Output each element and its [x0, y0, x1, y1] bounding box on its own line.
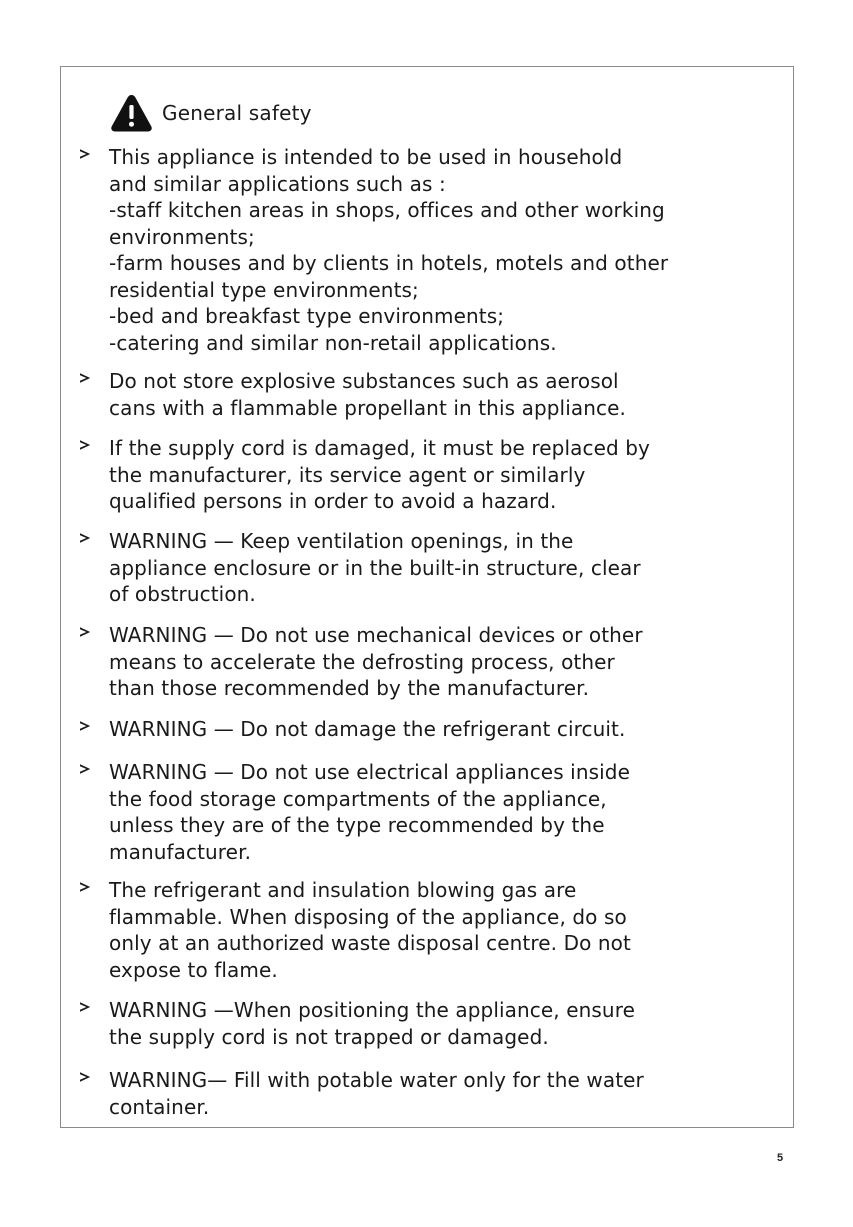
item-text-line: qualified persons in order to avoid a hazard. — [109, 489, 557, 513]
item-text-line: If the supply cord is damaged, it must be replaced by — [109, 436, 650, 460]
item-text-line: appliance enclosure or in the built-in structure, clear — [109, 555, 641, 580]
item-text-line: flammable. When disposing of the appliance, do so — [109, 904, 627, 929]
item-text-line: only at an authorized waste disposal centre. Do not — [109, 931, 631, 955]
item-text-line: -staff kitchen areas in shops, offices and other working — [109, 198, 665, 222]
item-text-line: This appliance is intended to be used in household — [109, 145, 623, 169]
item-text-line: the manufacturer, its service agent or similarly — [109, 462, 586, 487]
item-text-line: and similar applications such as : — [109, 171, 446, 196]
arrowhead-bullet-icon — [78, 371, 92, 385]
arrowhead-bullet-icon — [78, 719, 92, 733]
arrowhead-bullet-icon — [78, 1000, 92, 1014]
item-text-line: than those recommended by the manufacturer. — [109, 676, 590, 700]
item-text-line: the food storage compartments of the appliance, — [109, 786, 607, 811]
item-text-line: WARNING — Do not damage the refrigerant circuit. — [109, 717, 626, 741]
arrowhead-bullet-icon — [78, 531, 92, 545]
arrowhead-bullet-icon — [78, 880, 92, 894]
item-text-line: cans with a flammable propellant in this appliance. — [109, 395, 626, 420]
arrowhead-bullet-icon — [78, 1070, 92, 1084]
item-text-line: WARNING —When positioning the appliance, ensure — [109, 998, 635, 1022]
item-text-line: means to accelerate the defrosting process, other — [109, 649, 615, 674]
item-text-line: -farm houses and by clients in hotels, motels and other — [109, 251, 669, 275]
item-text-line: environments; — [109, 224, 255, 249]
arrowhead-bullet-icon — [78, 625, 92, 639]
arrowhead-bullet-icon — [78, 762, 92, 776]
arrowhead-bullet-icon — [78, 438, 92, 452]
item-text-line: WARNING — Keep ventilation openings, in the — [109, 529, 574, 553]
item-text-line: the supply cord is not trapped or damaged. — [109, 1024, 549, 1049]
item-text-line: WARNING — Do not use mechanical devices or other — [109, 623, 643, 647]
item-text-line: The refrigerant and insulation blowing gas are — [109, 878, 577, 902]
item-text-line: unless they are of the type recommended by the — [109, 813, 605, 837]
section-title: General safety — [162, 101, 312, 125]
item-text-line: residential type environments; — [109, 277, 419, 302]
item-text-line: -bed and breakfast type environments; — [109, 304, 505, 328]
page-number: 5 — [777, 1152, 784, 1164]
item-text-line: -catering and similar non-retail applications. — [109, 330, 557, 355]
item-text-line: WARNING— Fill with potable water only for the water — [109, 1068, 644, 1092]
item-text-line: manufacturer. — [109, 839, 252, 864]
warning-triangle-icon — [110, 93, 153, 133]
arrowhead-bullet-icon — [78, 147, 92, 161]
item-text-line: of obstruction. — [109, 582, 256, 606]
section-heading — [110, 93, 312, 133]
item-text-line: WARNING — Do not use electrical appliances inside — [109, 760, 630, 784]
item-text-line: expose to flame. — [109, 957, 278, 982]
item-text-line: container. — [109, 1094, 210, 1119]
item-text-line: Do not store explosive substances such as aerosol — [109, 369, 619, 393]
